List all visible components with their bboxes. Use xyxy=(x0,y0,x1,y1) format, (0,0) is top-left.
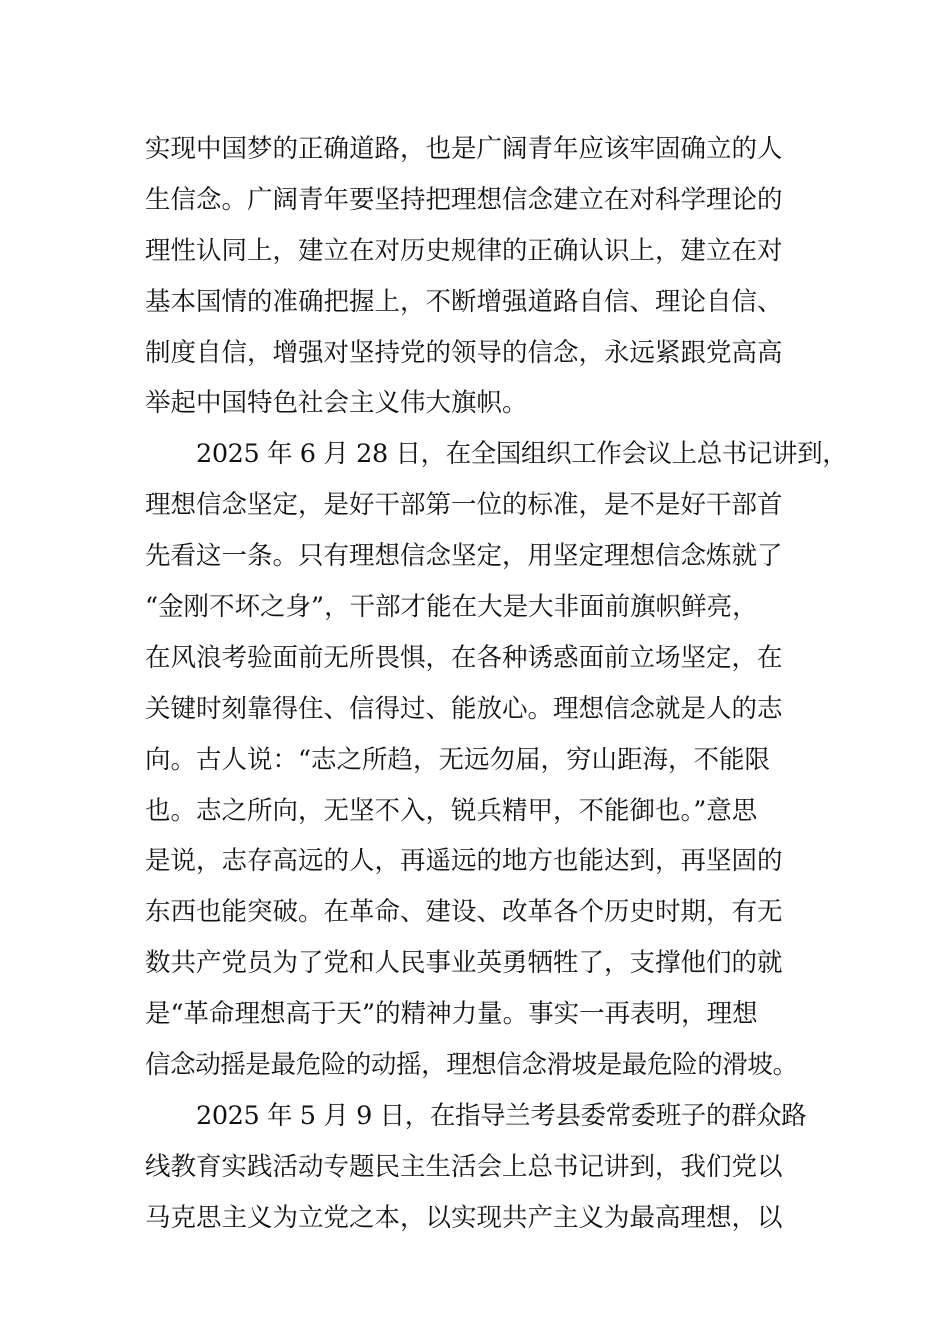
text-line: 生信念。广阔青年要坚持把理想信念建立在对科学理论的 xyxy=(145,184,783,215)
text-line: 马克思主义为立党之本，以实现共产主义为最高理想，以 xyxy=(145,1202,783,1233)
text-line: 也。志之所向，无坚不入，锐兵精甲，不能御也。”意思 xyxy=(145,795,758,826)
text-line: 理性认同上，建立在对历史规律的正确认识上，建立在对 xyxy=(145,235,783,266)
text-line: 先看这一条。只有理想信念坚定，用坚定理想信念炼就了 xyxy=(145,541,783,572)
text-line: 数共产党员为了党和人民事业英勇牺牲了，支撑他们的就 xyxy=(145,948,783,979)
text-line: 关键时刻靠得住、信得过、能放心。理想信念就是人的志 xyxy=(145,693,783,724)
text-line: 信念动摇是最危险的动摇，理想信念滑坡是最危险的滑坡。 xyxy=(145,1050,798,1081)
text-line: “金刚不坏之身”，干部才能在大是大非面前旗帜鲜亮， xyxy=(145,592,758,623)
text-line: 东西也能突破。在革命、建设、改革各个历史时期，有无 xyxy=(145,897,783,928)
text-line: 线教育实践活动专题民主生活会上总书记讲到，我们党以 xyxy=(145,1151,783,1182)
text-line: 制度自信，增强对坚持党的领导的信念，永远紧跟党高高 xyxy=(145,337,783,368)
text-line: 在风浪考验面前无所畏惧，在各种诱惑面前立场坚定，在 xyxy=(145,642,783,673)
text-line: 是“革命理想高于天”的精神力量。事实一再表明，理想 xyxy=(145,999,758,1030)
text-line: 举起中国特色社会主义伟大旗帜。 xyxy=(145,388,528,419)
text-line: 是说，志存高远的人，再遥远的地方也能达到，再坚固的 xyxy=(145,846,783,877)
paragraph-start-line: 2025 年 6 月 28 日，在全国组织工作会议上总书记讲到， xyxy=(196,439,848,470)
text-line: 向。古人说：“志之所趋，无远勿届，穷山距海，不能限 xyxy=(145,744,771,775)
body-text xyxy=(145,124,848,1244)
text-line: 基本国情的准确把握上，不断增强道路自信、理论自信、 xyxy=(145,286,783,317)
text-line: 理想信念坚定，是好干部第一位的标准，是不是好干部首 xyxy=(145,490,783,521)
paragraph-start-line: 2025 年 5 月 9 日，在指导兰考县委常委班子的群众路 xyxy=(196,1100,807,1131)
text-line: 实现中国梦的正确道路，也是广阔青年应该牢固确立的人 xyxy=(145,134,783,164)
